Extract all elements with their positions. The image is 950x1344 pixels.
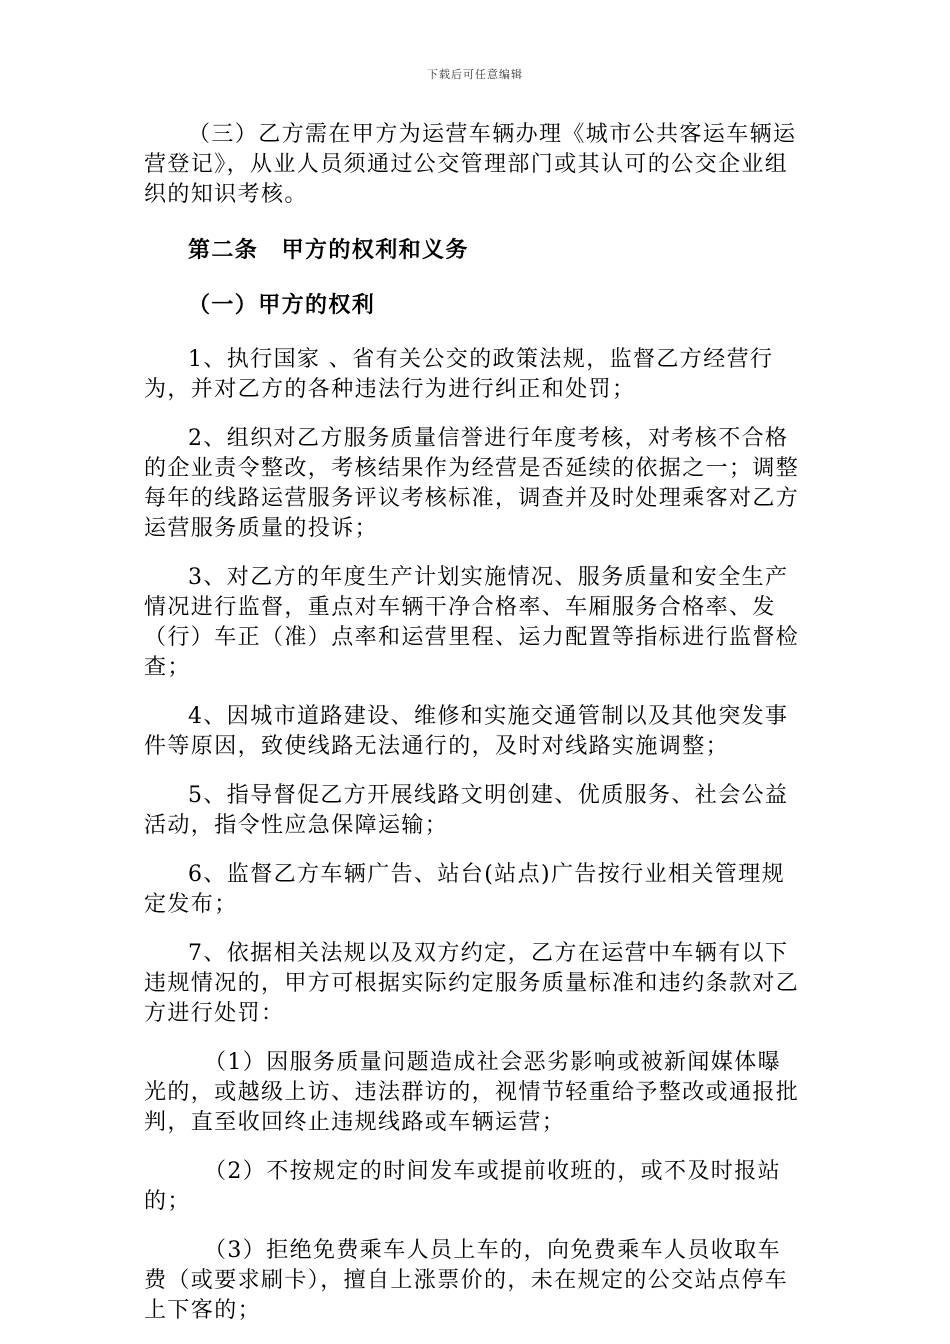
section-heading: （一）甲方的权利 [188,292,376,318]
list-item-1: 1、执行国家 、省有关公交的政策法规，监督乙方经营行为，并对乙方的各种违法行为进行纠正和处罚； [144,347,774,402]
list-item-6: 6、监督乙方车辆广告、站台(站点)广告按行业相关管理规定发布； [144,862,785,917]
list-item-5: 5、指导督促乙方开展线路文明创建、优质服务、社会公益活动，指令性应急保障运输； [144,783,789,838]
list-item-2: 2、组织对乙方服务质量信誉进行年度考核，对考核不合格的企业责令整改，考核结果作为经营是否延续的依据之一；调整每年的线路运营服务评议考核标准，调查并及时处理乘客对乙方运营服务质量的投诉； [144,426,800,541]
sub-item-2: （2）不按规定的时间发车或提前收班的，或不及时报站的； [144,1159,781,1214]
article-heading: 第二条 甲方的权利和义务 [188,237,469,263]
list-item-7: 7、依据相关法规以及双方约定，乙方在运营中车辆有以下违规情况的，甲方可根据实际约定服务质量标准和违约条款对乙方进行处罚： [144,941,800,1026]
sub-item-3: （3）拒绝免费乘车人员上车的，向免费乘车人员收取车费（或要求刷卡），擅自上涨票价的，未在规定的公交站点停车上下客的； [144,1238,789,1323]
paragraph-clause-3: （三）乙方需在甲方为运营车辆办理《城市公共客运车辆运营登记》，从业人员须通过公交管理部门或其认可的公交企业组织的知识考核。 [144,122,797,207]
list-item-3: 3、对乙方的年度生产计划实施情况、服务质量和安全生产情况进行监督，重点对车辆干净合格率、车厢服务合格率、发（行）车正（准）点率和运营里程、运力配置等指标进行监督检查； [144,565,800,680]
document-body [144,120,804,1326]
sub-item-1: （1）因服务质量问题造成社会恶劣影响或被新闻媒体曝光的，或越级上访、违法群访的，视情节轻重给予整改或通报批判，直至收回终止违规线路或车辆运营； [144,1050,800,1135]
page-header: 下载后可任意编辑 [427,68,523,81]
list-item-4: 4、因城市道路建设、维修和实施交通管制以及其他突发事件等原因，致使线路无法通行的，及时对线路实施调整； [144,704,789,759]
